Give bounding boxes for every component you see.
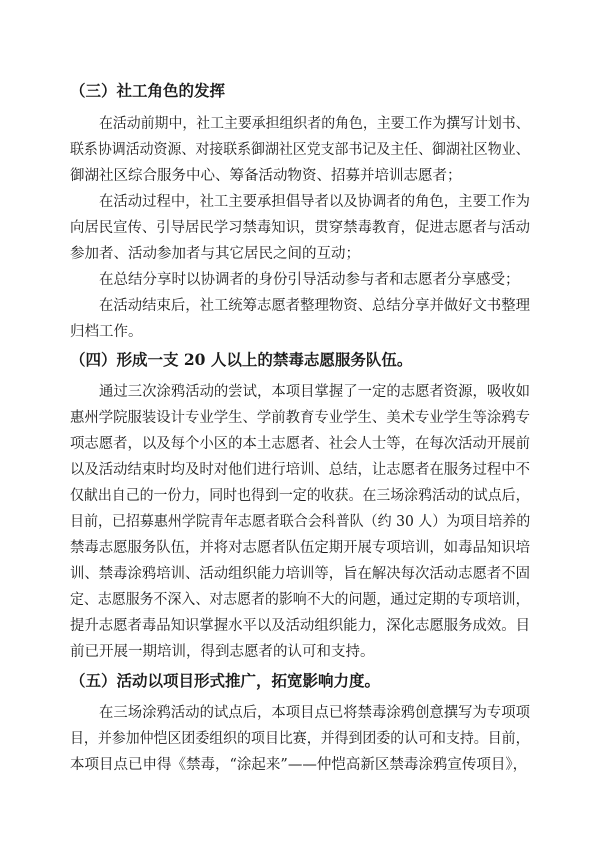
section-3-p3-line-1: 在总结分享时以协调者的身份引导活动参与者和志愿者分享感受； [99, 272, 520, 288]
section-5-p1-line-1: 在三场涂鸦活动的试点后，本项目点已将禁毒涂鸦创意撰写为专项项 [99, 705, 530, 721]
section-4-p1-line-5: 仅献出自己的一份力，同时也得到一定的收获。在三场涂鸦活动的试点后， [70, 488, 530, 504]
section-5-p1-line-2: 目，并参加仲恺区团委组织的项目比赛，并得到团委的认可和支持。目前， [70, 731, 530, 747]
section-4-p1-line-8: 训、禁毒涂鸦培训、活动组织能力培训等，旨在解决每次活动志愿者不固 [70, 566, 531, 582]
section-3-p1-line-2: 联系协调活动资源、对接联系御湖社区党支部书记及主任、御湖社区物业、 [70, 142, 530, 158]
section-4-p1-line-7: 禁毒志愿服务队伍，并将对志愿者队伍定期开展专项培训，如毒品知识培 [70, 540, 531, 556]
section-4-p1-line-3: 项志愿者，以及每个小区的本土志愿者、社会人士等，在每次活动开展前 [70, 436, 531, 452]
section-5-heading: （五）活动以项目形式推广，拓宽影响力度。 [70, 671, 381, 690]
section-4-p1-line-10: 提升志愿者毒品知识掌握水平以及活动组织能力，深化志愿服务成效。目 [70, 618, 531, 634]
section-4-p1-line-4: 以及活动结束时均及时对他们进行培训、总结，让志愿者在服务过程中不 [70, 462, 531, 478]
section-3-p1-line-3: 御湖社区综合服务中心、筹备活动物资、招募并培训志愿者； [70, 168, 462, 184]
section-5-p1-line-3: 本项目点已申得《禁毒，“涂起来”——仲恺高新区禁毒涂鸦宣传项目》， [70, 757, 528, 773]
section-4-heading: （四）形成一支 20 人以上的禁毒志愿服务队伍。 [70, 350, 413, 369]
section-3-p4-line-2: 归档工作。 [70, 324, 143, 340]
section-3-p2-line-2: 向居民宣传、引导居民学习禁毒知识，贯穿禁毒教育，促进志愿者与活动 [70, 220, 531, 236]
section-4-p1-line-9: 定、志愿服务不深入、对志愿者的影响不大的问题，通过定期的专项培训， [70, 592, 530, 608]
section-3-p4-line-1: 在活动结束后，社工统筹志愿者整理物资、总结分享并做好文书整理 [99, 298, 530, 314]
section-4-p1-line-11: 前已开展一期培训，得到志愿者的认可和支持。 [70, 644, 375, 660]
section-3-p1-line-1: 在活动前期中，社工主要承担组织者的角色，主要工作为撰写计划书、 [99, 116, 530, 132]
section-3-heading: （三）社工角色的发挥 [70, 81, 226, 100]
section-4-p1-line-2: 惠州学院服装设计专业学生、学前教育专业学生、美术专业学生等涂鸦专 [70, 410, 531, 426]
section-4-p1-line-1: 通过三次涂鸦活动的尝试，本项目掌握了一定的志愿者资源，吸收如 [99, 384, 530, 400]
section-4-p1-line-6: 目前，已招募惠州学院青年志愿者联合会科普队（约 30 人）为项目培养的 [70, 514, 531, 530]
section-3-p2-line-3: 参加者、活动参加者与其它居民之间的互动； [70, 246, 360, 262]
section-3-p2-line-1: 在活动过程中，社工主要承担倡导者以及协调者的角色，主要工作为 [99, 194, 530, 210]
